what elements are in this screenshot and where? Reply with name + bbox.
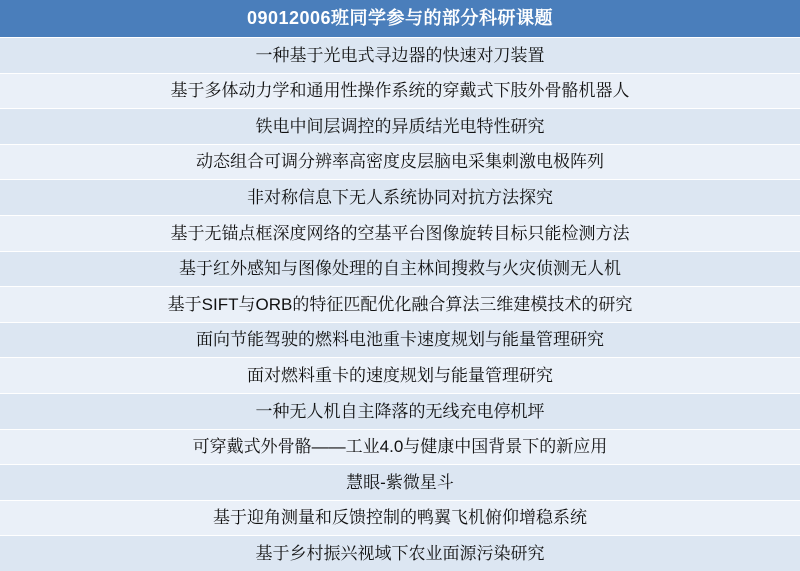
topic-title: 基于无锚点框深度网络的空基平台图像旋转目标只能检测方法: [170, 223, 630, 243]
table-row: [0, 430, 800, 466]
topic-title: 基于迎角测量和反馈控制的鸭翼飞机俯仰增稳系统: [213, 508, 587, 528]
topic-title: 慧眼-紫微星斗: [346, 472, 454, 492]
table-title: 09012006班同学参与的部分科研课题: [246, 7, 554, 28]
table-row: [0, 74, 800, 110]
topic-title: 基于乡村振兴视域下农业面源污染研究: [255, 543, 545, 563]
topic-title: 非对称信息下无人系统协同对抗方法探究: [247, 188, 553, 208]
topic-title: 基于红外感知与图像处理的自主林间搜救与火灾侦测无人机: [179, 259, 621, 279]
table-row: [0, 109, 800, 145]
topic-title: 基于多体动力学和通用性操作系统的穿戴式下肢外骨骼机器人: [170, 81, 630, 101]
topic-title: 一种基于光电式寻边器的快速对刀装置: [255, 45, 545, 65]
table-row: [0, 145, 800, 181]
table-row: [0, 180, 800, 216]
table-row: [0, 501, 800, 537]
topic-title: 一种无人机自主降落的无线充电停机坪: [255, 401, 545, 421]
table-row: [0, 323, 800, 359]
topic-title: 可穿戴式外骨骼——工业4.0与健康中国背景下的新应用: [192, 437, 608, 457]
topic-title: 面对燃料重卡的速度规划与能量管理研究: [247, 366, 553, 386]
topic-title: 动态组合可调分辨率高密度皮层脑电采集刺激电极阵列: [196, 152, 604, 172]
table-row: [0, 38, 800, 74]
topic-title: 面向节能驾驶的燃料电池重卡速度规划与能量管理研究: [196, 330, 604, 350]
table-row: [0, 394, 800, 430]
table-row: [0, 216, 800, 252]
topic-title: 铁电中间层调控的异质结光电特性研究: [255, 116, 545, 136]
table-row: [0, 536, 800, 571]
table-header-row: [0, 0, 800, 38]
topic-title: 基于SIFT与ORB的特征匹配优化融合算法三维建模技术的研究: [167, 294, 633, 314]
table-row: [0, 465, 800, 501]
table-row: [0, 358, 800, 394]
table-row: [0, 252, 800, 288]
table-row: [0, 287, 800, 323]
